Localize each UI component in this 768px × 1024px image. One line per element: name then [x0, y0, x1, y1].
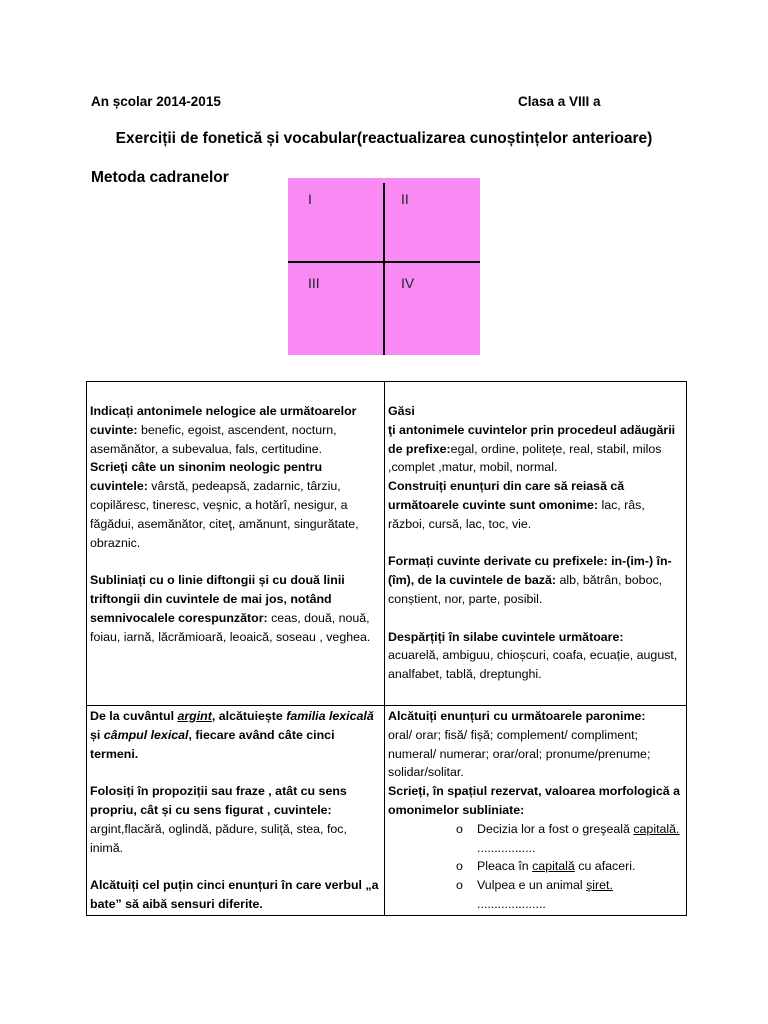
exercise-words: argint,flacără, oglindă, pădure, suliță, stea, foc, inimă. [90, 821, 347, 855]
exercise-words: alb, bătrân, boboc, conștient, nor, parte, posibil. [388, 573, 663, 606]
exercise-words: vârstă, pedeapsă, zadarnic, târziu, copilăresc, tineresc, veşnic, a hotărî, nesigur, a făgădui, asemănător, citeţ, amănunt, singurătate, obraznic. [90, 479, 359, 550]
class-label: Clasa a VIII a [518, 94, 601, 109]
exercise-instruction: Alcătuiți enunțuri cu următoarele paronime: [388, 709, 646, 723]
method-heading: Metoda cadranelor [91, 169, 229, 186]
exercise-cell-2 [385, 382, 687, 706]
underlined-word: capitală. [633, 821, 680, 836]
exercise-syllables [388, 628, 682, 684]
exercise-diphthongs [90, 571, 380, 646]
exercise-keyword: câmpul lexical [103, 727, 189, 742]
exercise-instruction: Despărțiți în silabe cuvintele următoare: [388, 629, 624, 644]
exercise-instruction: Indicați antonimele nelogice ale următoarelor cuvinte: [90, 404, 357, 437]
answer-blank: ................. [477, 840, 536, 855]
quadrant-horizontal-line [288, 261, 480, 263]
exercise-keyword: familia lexicală [286, 709, 374, 723]
exercise-instruction: Formați cuvinte derivate cu prefixele: in-(im-) în-(îm), de la cuvintele de bază: [388, 554, 672, 588]
sentence-text: Pleaca în [477, 859, 533, 874]
exercise-find-heading [388, 402, 682, 421]
exercise-instruction: Alcătuiți cel puțin cinci enunțuri în care verbul „a bate” să aibă sensuri diferite. [90, 878, 379, 911]
exercise-words: egal, ordine, politețe, real, stabil, milos ,complet ,matur, mobil, normal. [388, 441, 662, 475]
table-row [87, 382, 687, 706]
sentence-text: Vulpea e un animal [477, 878, 587, 893]
exercise-text: , alcătuiește [211, 709, 287, 723]
quadrant-vertical-line [383, 183, 385, 355]
exercise-antonyms [90, 402, 380, 458]
exercise-text: De la cuvântul [90, 709, 178, 723]
exercise-instruction: ţi antonimele cuvintelor prin procedeul adăugării de prefixe: [388, 422, 676, 456]
school-year: An școlar 2014-2015 [91, 94, 221, 109]
exercise-instruction: Construiți enunțuri din care să reiasă că următoarele cuvinte sunt omonime: [388, 479, 625, 512]
quadrant-label-4: IV [401, 275, 415, 291]
exercise-words: oral/ orar; fisă/ fișă; complement/ compliment; numeral/ numerar; orar/oral; pronume/prenume; solidar/solitar. [388, 727, 651, 780]
exercise-homonyms [388, 477, 682, 533]
exercise-cell-4 [385, 706, 687, 916]
exercise-lexical-family [90, 707, 380, 763]
table-row [87, 706, 687, 916]
quadrant-label-1: I [308, 191, 312, 207]
exercise-text: și [90, 727, 104, 742]
sentence-list [388, 820, 682, 914]
exercise-prefix-antonyms [388, 421, 682, 477]
exercise-words: acuarelă, ambiguu, chioșcuri, coafa, ecuație, august, analfabet, tablă, dreptunghi. [388, 648, 678, 682]
quadrant-diagram [288, 178, 480, 355]
exercise-instruction: Folosiți în propoziții sau fraze , atât cu sens propriu, cât și cu sens figurat , cuvintele: [90, 784, 347, 817]
underlined-word: şiret. [586, 878, 613, 893]
page-title: Exerciții de fonetică și vocabular(reactualizarea cunoștințelor anterioare) [115, 130, 653, 147]
exercise-synonyms [90, 458, 380, 552]
exercise-table [86, 381, 687, 916]
exercise-instruction: Găsi [388, 404, 415, 418]
exercise-paronyms [388, 707, 682, 782]
underlined-word: capitală [532, 859, 575, 874]
exercise-figurative-sense [90, 782, 380, 857]
exercise-keyword: argint [177, 709, 212, 723]
sentence-text: Decizia lor a fost o greşeală [477, 821, 634, 836]
exercise-cell-1 [87, 382, 385, 706]
list-item [456, 820, 682, 858]
exercise-words: ceas, două, nouă, foiau, iarnă, lăcrămioară, leoaică, soseau , veghea. [90, 610, 371, 644]
exercise-text: , fiecare având câte cinci termeni. [90, 727, 335, 761]
exercise-instruction: Subliniați cu o linie diftongii și cu două linii triftongii din cuvintele de mai jos, notând semnivocalele corespunzător: [90, 573, 345, 625]
sentence-text: cu afaceri. [574, 859, 636, 874]
list-item [456, 876, 682, 914]
quadrant-label-3: III [308, 275, 320, 291]
exercise-verb-senses [90, 876, 380, 914]
exercise-cell-3 [87, 706, 385, 916]
exercise-words: benefic, egoist, ascendent, nocturn, asemănător, a subevalua, fals, certitudine. [90, 422, 337, 456]
list-item [456, 857, 682, 876]
exercise-instruction: Scrieți, în spațiul rezervat, valoarea morfologică a omonimelor subliniate: [388, 784, 680, 817]
exercise-words: lac, râs, război, cursă, lac, toc, vie. [388, 497, 645, 531]
exercise-derived-words [388, 552, 682, 608]
exercise-instruction: Scrieţi câte un sinonim neologic pentru cuvintele: [90, 460, 323, 494]
quadrant-label-2: II [401, 191, 409, 207]
answer-blank: .................... [477, 896, 546, 911]
exercise-morphological-value [388, 782, 682, 820]
